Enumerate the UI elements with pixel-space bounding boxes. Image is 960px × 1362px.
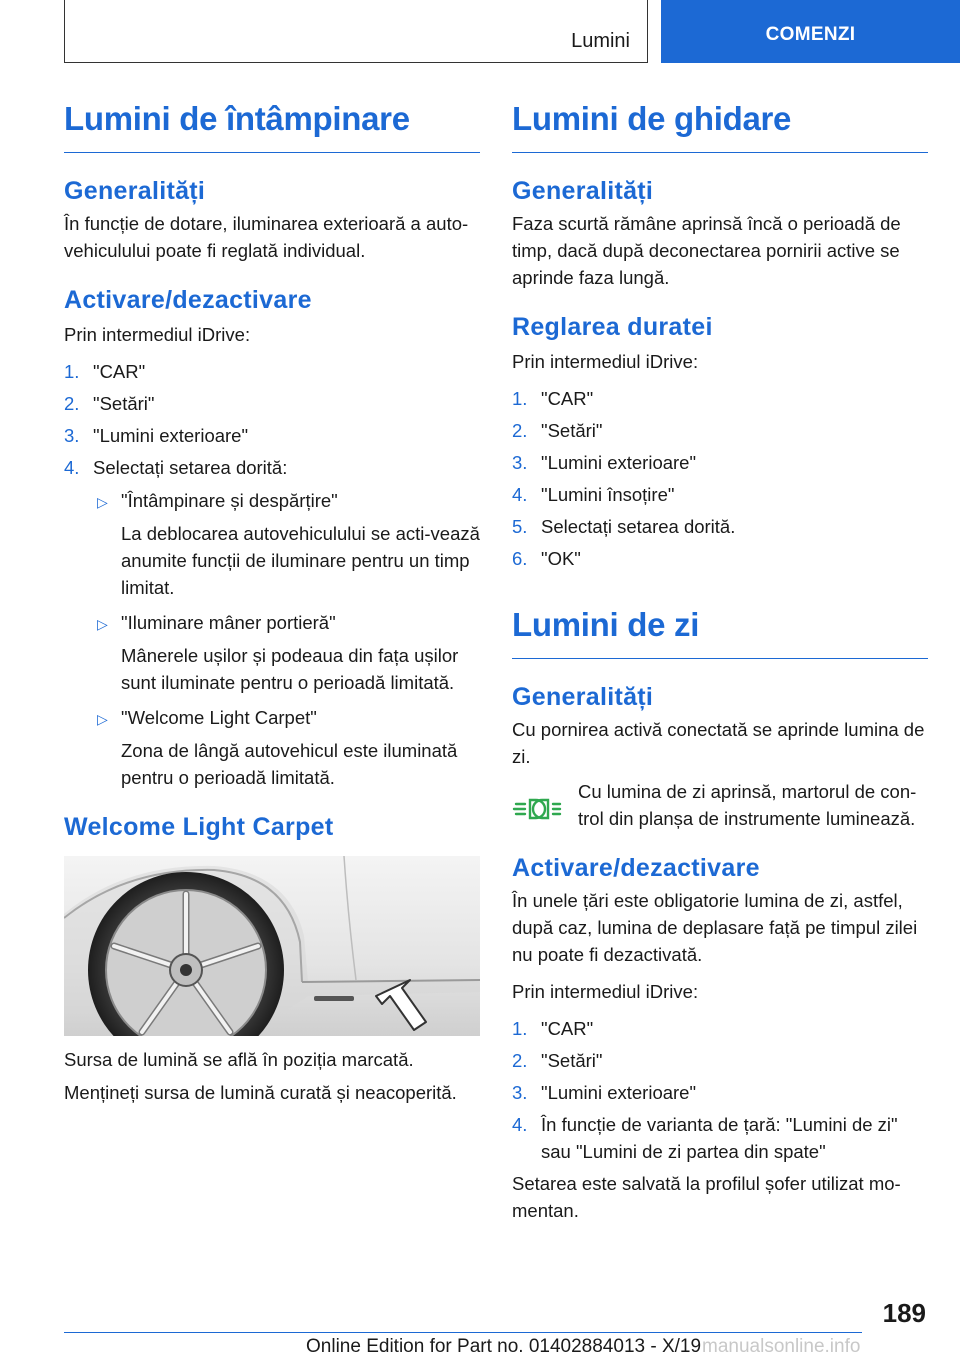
option-title: "Întâmpinare și despărțire" xyxy=(121,490,338,511)
indicator-text: Cu lumina de zi aprinsă, martorul de con-trol din planșa de instrumente luminează. xyxy=(578,781,917,829)
list-item xyxy=(512,417,928,444)
guide-duration-intro: Prin intermediul iDrive: xyxy=(512,351,699,372)
welcome-general-text: În funcție de dotare, iluminarea exterioară a auto-vehiculului poate fi reglată individual. xyxy=(64,213,469,261)
header-section-title: Lumini xyxy=(571,30,630,52)
step-number: 3. xyxy=(512,452,528,473)
step-number: 1. xyxy=(512,1018,528,1039)
indicator-note xyxy=(512,778,928,832)
carpet-caption-position: Sursa de lumină se află în poziția marcată. xyxy=(64,1049,414,1070)
list-item xyxy=(512,1079,928,1106)
welcome-activation-heading: Activare/dezactivare xyxy=(64,286,312,314)
welcome-general-heading: Generalități xyxy=(64,177,206,205)
list-item xyxy=(512,513,928,540)
step-text: "Setări" xyxy=(541,1050,603,1071)
header-frame xyxy=(64,0,648,63)
left-column xyxy=(64,100,480,1106)
option-description: Mânerele ușilor și podeaua din fața ușilor sunt iluminate pentru o perioadă limitată. xyxy=(121,645,459,693)
carpet-caption-clean: Mențineți sursa de lumină curată și neacoperită. xyxy=(64,1082,457,1103)
list-item xyxy=(64,390,480,417)
step-text: Selectați setarea dorită: xyxy=(93,457,288,478)
step-number: 3. xyxy=(64,425,80,446)
option-title: "Welcome Light Carpet" xyxy=(121,707,317,728)
welcome-activation-intro: Prin intermediul iDrive: xyxy=(64,324,251,345)
step-text: "CAR" xyxy=(93,361,146,382)
welcome-lights-title: Lumini de întâmpinare xyxy=(64,100,480,153)
right-column xyxy=(512,100,928,1224)
step-text: "Lumini exterioare" xyxy=(541,1082,697,1103)
guide-general-heading: Generalități xyxy=(512,177,654,205)
car-wheel-illustration xyxy=(64,856,480,1036)
daytime-activation-heading: Activare/dezactivare xyxy=(512,854,760,882)
step-number: 2. xyxy=(512,420,528,441)
step-text: "Lumini exterioare" xyxy=(93,425,249,446)
option-title: "Iluminare mâner portieră" xyxy=(121,612,336,633)
daytime-general-text: Cu pornirea activă conectată se aprinde lumina de zi. xyxy=(512,719,925,767)
step-number: 1. xyxy=(512,388,528,409)
list-item xyxy=(512,481,928,508)
step-number: 4. xyxy=(512,484,528,505)
footer-edition: Online Edition for Part no. 01402884013 - X/19 xyxy=(306,1336,702,1357)
step-text: "Setări" xyxy=(541,420,603,441)
step-text: "OK" xyxy=(541,548,581,569)
step-number: 6. xyxy=(512,548,528,569)
triangle-bullet-icon: ▷ xyxy=(97,494,108,510)
step-number: 3. xyxy=(512,1082,528,1103)
option-sublist xyxy=(93,487,480,791)
list-item xyxy=(512,1015,928,1042)
step-number: 5. xyxy=(512,516,528,537)
step-text: Selectați setarea dorită. xyxy=(541,516,736,537)
option-description: La deblocarea autovehiculului se acti-vează anumite funcții de iluminare pentru un timp limitat. xyxy=(121,523,480,598)
daytime-general-heading: Generalități xyxy=(512,683,654,711)
step-number: 2. xyxy=(64,393,80,414)
guide-steps-list xyxy=(512,385,928,572)
step-number: 4. xyxy=(64,457,80,478)
daytime-steps-list xyxy=(512,1015,928,1165)
step-text: "Lumini însoțire" xyxy=(541,484,675,505)
triangle-bullet-icon: ▷ xyxy=(97,711,108,727)
step-number: 2. xyxy=(512,1050,528,1071)
list-item xyxy=(64,454,480,791)
list-item xyxy=(64,422,480,449)
option-description: Zona de lângă autovehicul este iluminată pentru o perioadă limitată. xyxy=(121,740,458,788)
daytime-closing-text: Setarea este salvată la profilul șofer utilizat mo-mentan. xyxy=(512,1173,901,1221)
option-item xyxy=(93,487,480,601)
step-text: "Setări" xyxy=(93,393,155,414)
header-chapter-tab[interactable]: COMENZI xyxy=(661,0,960,63)
option-item xyxy=(93,609,480,696)
welcome-steps-list xyxy=(64,358,480,791)
guide-duration-heading: Reglarea duratei xyxy=(512,313,713,341)
footer-divider xyxy=(64,1332,862,1333)
step-number: 1. xyxy=(64,361,80,382)
daytime-lights-title: Lumini de zi xyxy=(512,606,928,659)
guide-general-text: Faza scurtă rămâne aprinsă încă o perioadă de timp, dacă după deconectarea pornirii active se aprinde faza lungă. xyxy=(512,213,901,288)
list-item xyxy=(64,358,480,385)
list-item xyxy=(512,545,928,572)
step-text: "Lumini exterioare" xyxy=(541,452,697,473)
list-item xyxy=(512,1047,928,1074)
option-item xyxy=(93,704,480,791)
guide-lights-title: Lumini de ghidare xyxy=(512,100,928,153)
step-text: În funcție de varianta de țară: "Lumini de zi" sau "Lumini de zi partea din spate" xyxy=(541,1114,898,1162)
watermark-logo: manualsonline.info xyxy=(702,1336,861,1357)
step-text: "CAR" xyxy=(541,1018,594,1039)
daytime-activation-text: În unele țări este obligatorie lumina de zi, astfel, după caz, lumina de deplasare față pe timpul zilei nu poate fi dezactivată. xyxy=(512,890,918,965)
list-item xyxy=(512,385,928,412)
page-number: 189 xyxy=(882,1298,926,1328)
daytime-activation-intro: Prin intermediul iDrive: xyxy=(512,981,699,1002)
triangle-bullet-icon: ▷ xyxy=(97,616,108,632)
carpet-heading: Welcome Light Carpet xyxy=(64,813,334,841)
step-text: "CAR" xyxy=(541,388,594,409)
list-item xyxy=(512,1111,928,1165)
daytime-running-lights-icon xyxy=(512,796,562,822)
step-number: 4. xyxy=(512,1114,528,1135)
list-item xyxy=(512,449,928,476)
